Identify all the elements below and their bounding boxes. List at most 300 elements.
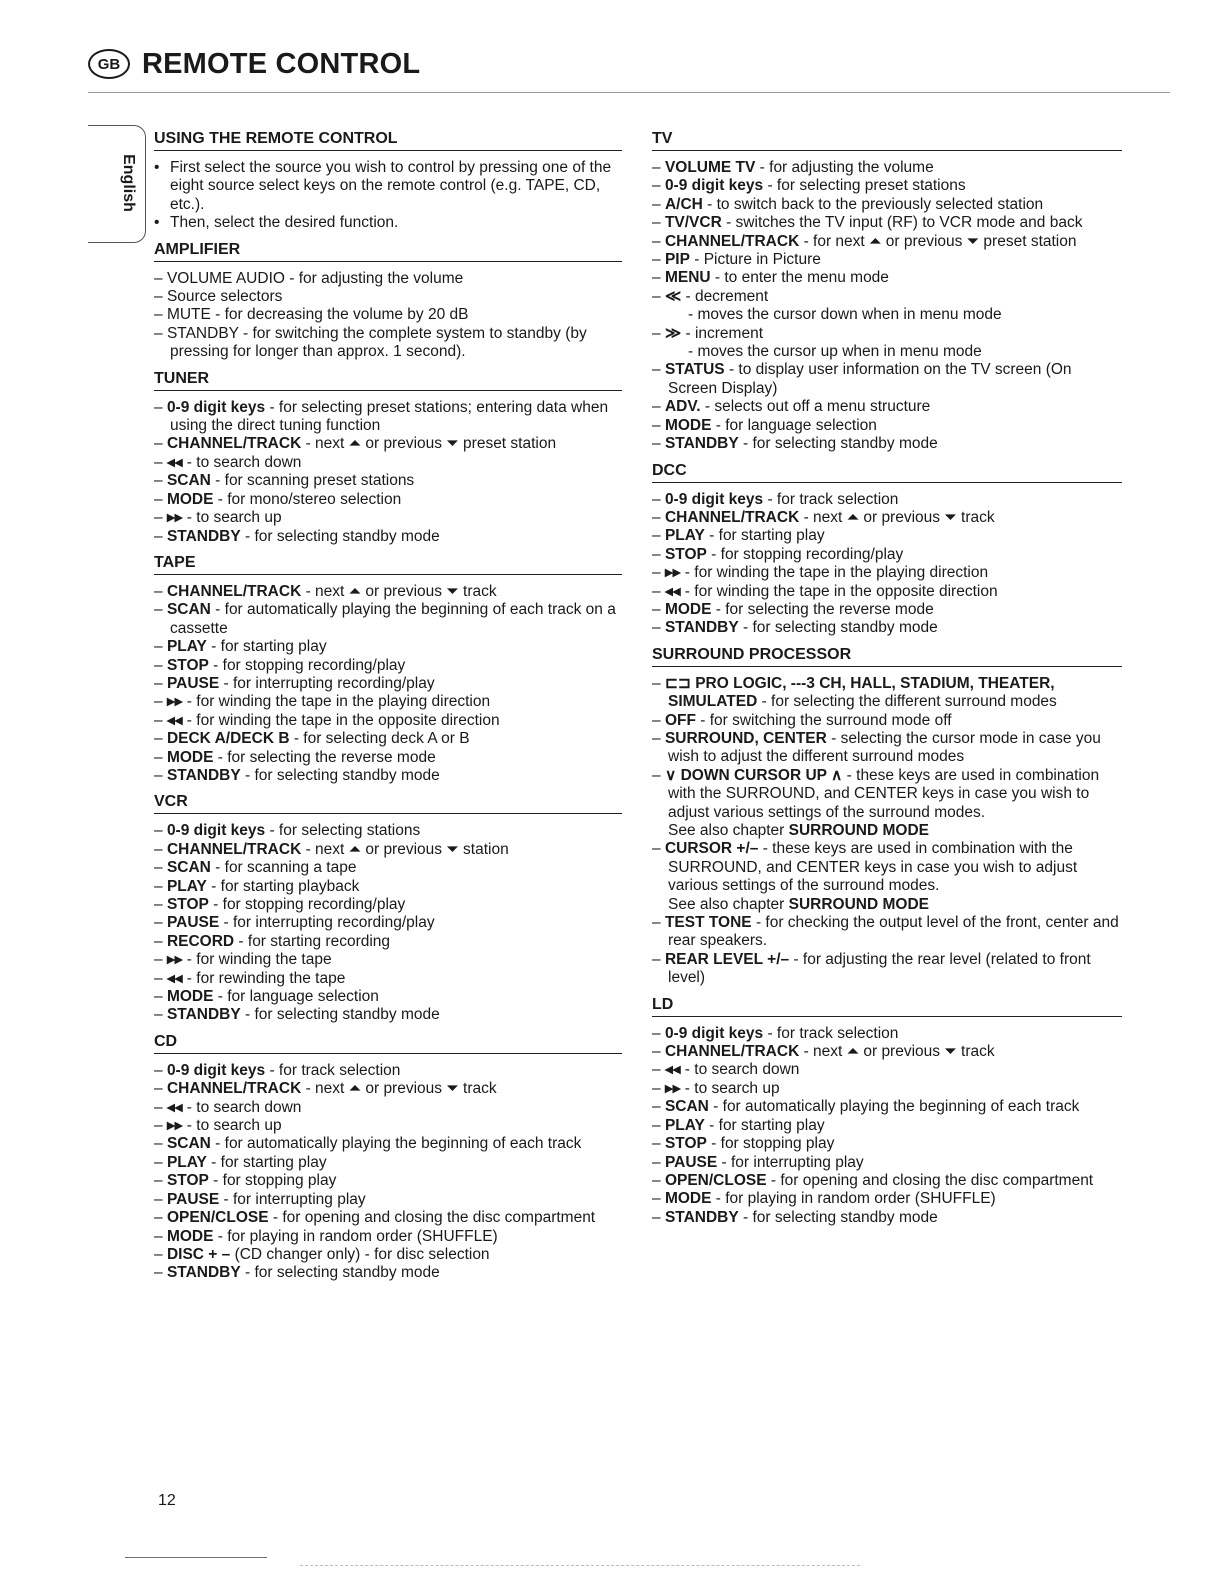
key-name: OFF [664,711,696,729]
list-item [154,1209,622,1227]
dash-mark: – [652,232,665,250]
key-name: 0-9 digit keys [166,398,266,416]
dash-mark: – [154,1135,167,1153]
dash-mark: – [154,1006,167,1024]
list-item [652,1061,1122,1079]
list-item [652,914,1122,951]
key-description: VOLUME AUDIO - for adjusting the volume [166,269,464,287]
dash-mark: – [652,251,665,269]
key-description: - for adjusting the rear level (related to front level) [668,950,1091,987]
key-description: - for interrupting play [717,1153,864,1171]
key-name: ▸▸ [166,1117,183,1135]
key-name: PAUSE [664,1153,718,1171]
key-description: - Picture in Picture [689,251,821,269]
dash-mark: – [154,638,167,656]
dash-mark: – [652,508,665,526]
key-name: OPEN/CLOSE [166,1209,269,1227]
key-name: MODE [166,1227,214,1245]
key-description: - for language selection [711,416,877,434]
key-name: CHANNEL/TRACK [166,582,302,600]
key-description: - for stopping recording/play [706,545,904,563]
section [652,996,1122,1227]
key-description: - for switching the surround mode off [695,711,952,729]
list-item [154,601,622,638]
dash-mark: – [652,177,665,195]
list-item [652,1209,1122,1227]
key-description: - for selecting standby mode [240,766,440,784]
list-item [154,970,622,988]
key-description: - to search up [182,509,282,527]
list-item [652,564,1122,582]
footer-dots [300,1565,860,1566]
key-description: - for opening and closing the disc compartment [766,1171,1094,1189]
key-name: VOLUME TV [664,159,756,176]
language-tab [88,125,146,243]
dash-mark: – [652,1153,665,1171]
dash-mark: – [154,914,167,932]
dash-mark: – [652,1098,665,1116]
key-name: MODE [664,600,712,618]
list-item [154,454,622,472]
key-description: - for selecting stations [265,822,421,840]
section [154,130,622,233]
list-item [154,1062,622,1080]
key-name: STANDBY [166,766,241,784]
key-description: - these keys are used in combination with the SURROUND, and CENTER keys in case you wish to adjust various settings of the surround modes. [668,840,1078,895]
list-item [154,712,622,730]
dash-mark: – [652,545,665,563]
list-item [652,251,1122,269]
key-name: CHANNEL/TRACK [664,508,800,526]
dash-mark: – [154,969,167,987]
list-item [154,1191,622,1209]
key-description: - selecting the cursor mode in case you wish to adjust the different surround modes [668,729,1101,766]
section-heading: TUNER [154,370,622,391]
dash-mark: – [154,766,167,784]
key-description: - for selecting standby mode [738,619,938,637]
key-name: SCAN [166,472,211,490]
dash-mark: – [154,1172,167,1190]
dash-mark: – [652,1171,665,1189]
list-item [154,749,622,767]
key-name: OPEN/CLOSE [664,1171,767,1189]
dash-mark: – [652,564,665,582]
dash-mark: – [154,269,167,287]
list-item [652,730,1122,767]
footer-rule [125,1557,267,1558]
key-name: 0-9 digit keys [664,177,764,195]
key-description: - for starting recording [234,932,391,950]
list-item [154,1080,622,1098]
key-description: - for stopping play [706,1135,835,1153]
key-description: - to search up [680,1079,780,1097]
key-name: CHANNEL/TRACK [166,840,302,858]
list-item [154,951,622,969]
list-item [652,417,1122,435]
list-item [154,822,622,840]
key-description: - next ⏶ or previous ⏷ track [301,1080,497,1098]
list-item [154,933,622,951]
key-description: - for stopping play [208,1172,337,1190]
key-description: - for starting playback [206,877,360,895]
key-description: - for scanning a tape [210,859,357,877]
see-also-text: See also chapter [668,822,789,839]
dash-mark: – [154,306,167,324]
dash-mark: – [652,416,665,434]
bullet-item [154,159,622,214]
list-item [154,509,622,527]
bullet-mark: • [154,159,160,176]
key-description: Then, select the desired function. [170,214,399,232]
section [154,241,622,362]
dash-mark: – [652,914,665,932]
list-item [652,1172,1122,1190]
key-description: - for adjusting the volume [755,159,934,176]
dash-mark: – [652,600,665,618]
list-item [154,841,622,859]
key-description: - for mono/stereo selection [213,490,402,508]
key-name: MENU [664,269,711,287]
dash-mark: – [652,1061,665,1079]
dash-mark: – [154,453,167,471]
dash-mark: – [154,1190,167,1208]
list-item [652,214,1122,232]
key-name: CHANNEL/TRACK [664,232,800,250]
section-heading: TAPE [154,554,622,575]
key-description: - for track selection [265,1061,401,1079]
key-description: - for language selection [213,988,379,1006]
key-name: PAUSE [166,1190,220,1208]
key-description: - to search down [182,1098,302,1116]
key-name: MODE [664,1190,712,1208]
list-item [652,491,1122,509]
dash-mark: – [154,1061,167,1079]
key-name: ∨ DOWN CURSOR UP ∧ [664,766,843,784]
dash-mark: – [154,1227,167,1245]
key-description: - next ⏶ or previous ⏷ track [799,1043,995,1061]
section-heading: AMPLIFIER [154,241,622,262]
dash-mark: – [154,527,167,545]
key-name: CHANNEL/TRACK [664,1043,800,1061]
list-item [154,306,622,324]
list-item [652,527,1122,545]
key-name: ◂◂ [166,711,183,729]
dash-mark: – [652,1024,665,1042]
key-name: SCAN [166,601,211,619]
list-item [652,1080,1122,1098]
key-name: STANDBY [664,1208,739,1226]
key-name: MODE [166,748,214,766]
page-number: 12 [158,1492,176,1509]
key-description: - for winding the tape in the playing direction [182,693,491,711]
key-description: - for next ⏶ or previous ⏷ preset station [799,232,1077,250]
key-description: - for interrupting recording/play [219,914,435,932]
key-description: - for stopping recording/play [208,656,406,674]
key-name: STOP [166,1172,209,1190]
key-description: - for selecting standby mode [240,527,440,545]
list-item [154,1228,622,1246]
list-item [154,988,622,1006]
key-description: - for selecting the reverse mode [711,600,934,618]
list-item [154,1264,622,1282]
list-item [154,399,622,436]
dash-mark: – [652,490,665,508]
key-name: ▸▸ [166,951,183,969]
dash-mark: – [652,1116,665,1134]
key-description: - for selecting standby mode [240,1006,440,1024]
list-item [652,675,1122,712]
list-item [652,1154,1122,1172]
key-name: A/CH [664,195,703,213]
key-name: CHANNEL/TRACK [166,435,302,453]
dash-mark: – [652,527,665,545]
dash-mark: – [652,435,665,453]
page-title: REMOTE CONTROL [142,47,421,80]
key-description: - for starting play [206,1153,327,1171]
key-name: ◂◂ [166,969,183,987]
key-description: - these keys are used in combination with the SURROUND, and CENTER keys in case you wish to adjust various settings of the surround modes. [668,766,1100,821]
key-name: REAR LEVEL +/– [664,950,790,968]
dash-mark: – [154,1245,167,1263]
key-description: - for interrupting recording/play [219,674,435,692]
dash-mark: – [652,619,665,637]
see-also-chapter: SURROUND MODE [788,822,930,839]
key-name: ◂◂ [664,1061,681,1079]
key-description: - for track selection [763,1024,899,1042]
dash-mark: – [652,766,665,784]
key-description: - for starting play [704,1116,825,1134]
key-description: - for winding the tape in the opposite direction [182,711,500,729]
page-header [88,42,420,86]
key-name: STANDBY [166,527,241,545]
language-tab-frame [88,125,146,243]
key-name: SCAN [166,859,211,877]
left-column [154,130,622,1291]
dash-mark: – [652,159,665,176]
key-name: 0-9 digit keys [166,1061,266,1079]
header-rule [88,92,1170,93]
dash-mark: – [154,435,167,453]
key-description: - selects out off a menu structure [700,398,931,416]
key-name: MODE [664,416,712,434]
key-description: MUTE - for decreasing the volume by 20 dB [166,306,469,324]
key-description: - next ⏶ or previous ⏷ track [799,508,995,526]
key-description: - for automatically playing the beginning of each track [210,1135,582,1153]
key-name: STANDBY [664,619,739,637]
key-name: PLAY [664,1116,705,1134]
key-name: RECORD [166,932,235,950]
section [652,646,1122,988]
key-name: STOP [166,896,209,913]
key-description: - switches the TV input (RF) to VCR mode and back [721,214,1083,232]
list-item [652,398,1122,416]
dash-mark: – [154,674,167,692]
dash-mark: – [652,287,665,305]
key-name: ≪ [664,287,682,305]
see-also-chapter: SURROUND MODE [788,895,930,913]
section [154,554,622,785]
key-name: DISC + – [166,1245,231,1263]
dash-mark: – [154,398,167,416]
key-description: - for selecting preset stations; entering data when using the direct tuning function [170,398,609,435]
list-item [154,528,622,546]
key-description: STANDBY - for switching the complete system to standby (by pressing for longer than approx. 1 second). [166,324,587,361]
key-name: PAUSE [166,674,220,692]
dash-mark: – [652,361,665,379]
bullet-mark: • [154,214,160,232]
key-description: - for selecting deck A or B [289,730,470,748]
key-description: - to switch back to the previously selected station [702,195,1044,213]
key-description: - for winding the tape in the opposite direction [680,582,998,600]
key-description: - next ⏶ or previous ⏷ track [301,582,497,600]
list-item [154,730,622,748]
key-description: - for rewinding the tape [182,969,346,987]
dash-mark: – [154,693,167,711]
list-item [652,1043,1122,1061]
dash-mark: – [154,1153,167,1171]
key-name: ▸▸ [166,693,183,711]
dash-mark: – [652,582,665,600]
key-description: - to display user information on the TV screen (On Screen Display) [668,361,1072,397]
list-item [154,1172,622,1190]
key-name: PLAY [166,638,207,656]
dash-mark: – [652,840,665,858]
list-item [652,951,1122,988]
key-description: - for winding the tape [182,951,332,969]
key-name: DECK A/DECK B [166,730,290,748]
list-item [652,1190,1122,1208]
key-name: PIP [664,251,690,269]
key-name: PLAY [166,1153,207,1171]
key-description: - for checking the output level of the front, center and rear speakers. [668,914,1119,950]
list-item [652,712,1122,730]
dash-mark: – [652,674,665,692]
see-also-text: See also chapter [668,895,789,913]
list-item [652,269,1122,287]
list-item [154,435,622,453]
key-description: - for opening and closing the disc compartment [268,1209,596,1227]
key-name: SCAN [664,1098,709,1116]
dash-mark: – [154,748,167,766]
section [652,462,1122,638]
key-name: STANDBY [664,435,739,453]
list-item [154,472,622,490]
dash-mark: – [652,214,665,232]
section [154,370,622,546]
key-name: STOP [664,545,707,563]
key-name: CHANNEL/TRACK [166,1080,302,1098]
dash-mark: – [652,1079,665,1097]
list-item [154,1154,622,1172]
list-item [154,657,622,675]
key-description: - for selecting the reverse mode [213,748,436,766]
dash-mark: – [154,656,167,674]
key-name: ▸▸ [166,509,183,527]
dash-mark: – [154,582,167,600]
dash-mark: – [154,730,167,748]
dash-mark: – [154,601,167,619]
dash-mark: – [154,877,167,895]
section-heading: SURROUND PROCESSOR [652,646,1122,667]
list-item [154,859,622,877]
key-name: PAUSE [166,914,220,932]
list-item [154,270,622,288]
key-description: - for stopping recording/play [208,896,406,913]
list-item [652,1135,1122,1153]
list-item [154,1117,622,1135]
key-description: - for interrupting play [219,1190,366,1208]
key-description: - for selecting the different surround modes [757,693,1057,711]
list-item [154,325,622,362]
dash-mark: – [154,932,167,950]
section [154,793,622,1024]
list-item [154,288,622,306]
dash-mark: – [652,269,665,287]
key-description: - for starting play [206,638,327,656]
key-name: TV/VCR [664,214,722,232]
key-name: ▸▸ [664,1079,681,1097]
key-name: CURSOR +/– [664,840,759,858]
key-description: - to search down [182,453,302,471]
list-item [652,601,1122,619]
key-name: ⊏⊐ PRO LOGIC, ---3 CH, HALL, STADIUM, THEATER, SIMULATED [664,674,1055,711]
dash-mark: – [652,950,665,968]
dash-mark: – [652,1208,665,1226]
key-name: STOP [664,1135,707,1153]
dash-mark: – [154,822,167,840]
key-description: - next ⏶ or previous ⏷ preset station [301,435,557,453]
key-description: First select the source you wish to control by pressing one of the eight source select keys on the remote control (e.g. TAPE, CD, etc.). [170,159,612,213]
list-item [652,196,1122,214]
key-name: STATUS [664,361,725,379]
section-heading: TV [652,130,1122,151]
key-description: - next ⏶ or previous ⏷ station [301,840,509,858]
key-description: - for track selection [763,490,899,508]
key-name: ◂◂ [166,1098,183,1116]
key-description: - for playing in random order (SHUFFLE) [213,1227,498,1245]
list-item [154,675,622,693]
key-description: - for starting play [704,527,825,545]
dash-mark: – [154,951,167,969]
list-item [154,491,622,509]
dash-mark: – [154,472,167,490]
list-item [652,509,1122,527]
dash-mark: – [652,711,665,729]
list-item [154,638,622,656]
list-item [652,840,1122,914]
list-item [154,896,622,914]
list-item [154,1246,622,1264]
dash-mark: – [154,711,167,729]
section-heading: DCC [652,462,1122,483]
key-name: 0-9 digit keys [664,490,764,508]
dash-mark: – [154,509,167,527]
dash-mark: – [154,1098,167,1116]
key-name: MODE [166,490,214,508]
key-name: ◂◂ [166,453,183,471]
key-name: PLAY [166,877,207,895]
list-item [154,1099,622,1117]
key-name: PLAY [664,527,705,545]
sub-description: - moves the cursor down when in menu mode [688,306,1002,324]
key-name: STANDBY [166,1006,241,1024]
list-item [652,361,1122,398]
key-description: - for selecting standby mode [240,1264,440,1282]
dash-mark: – [652,195,665,213]
list-item [652,1098,1122,1116]
list-item [652,619,1122,637]
list-item [652,435,1122,453]
